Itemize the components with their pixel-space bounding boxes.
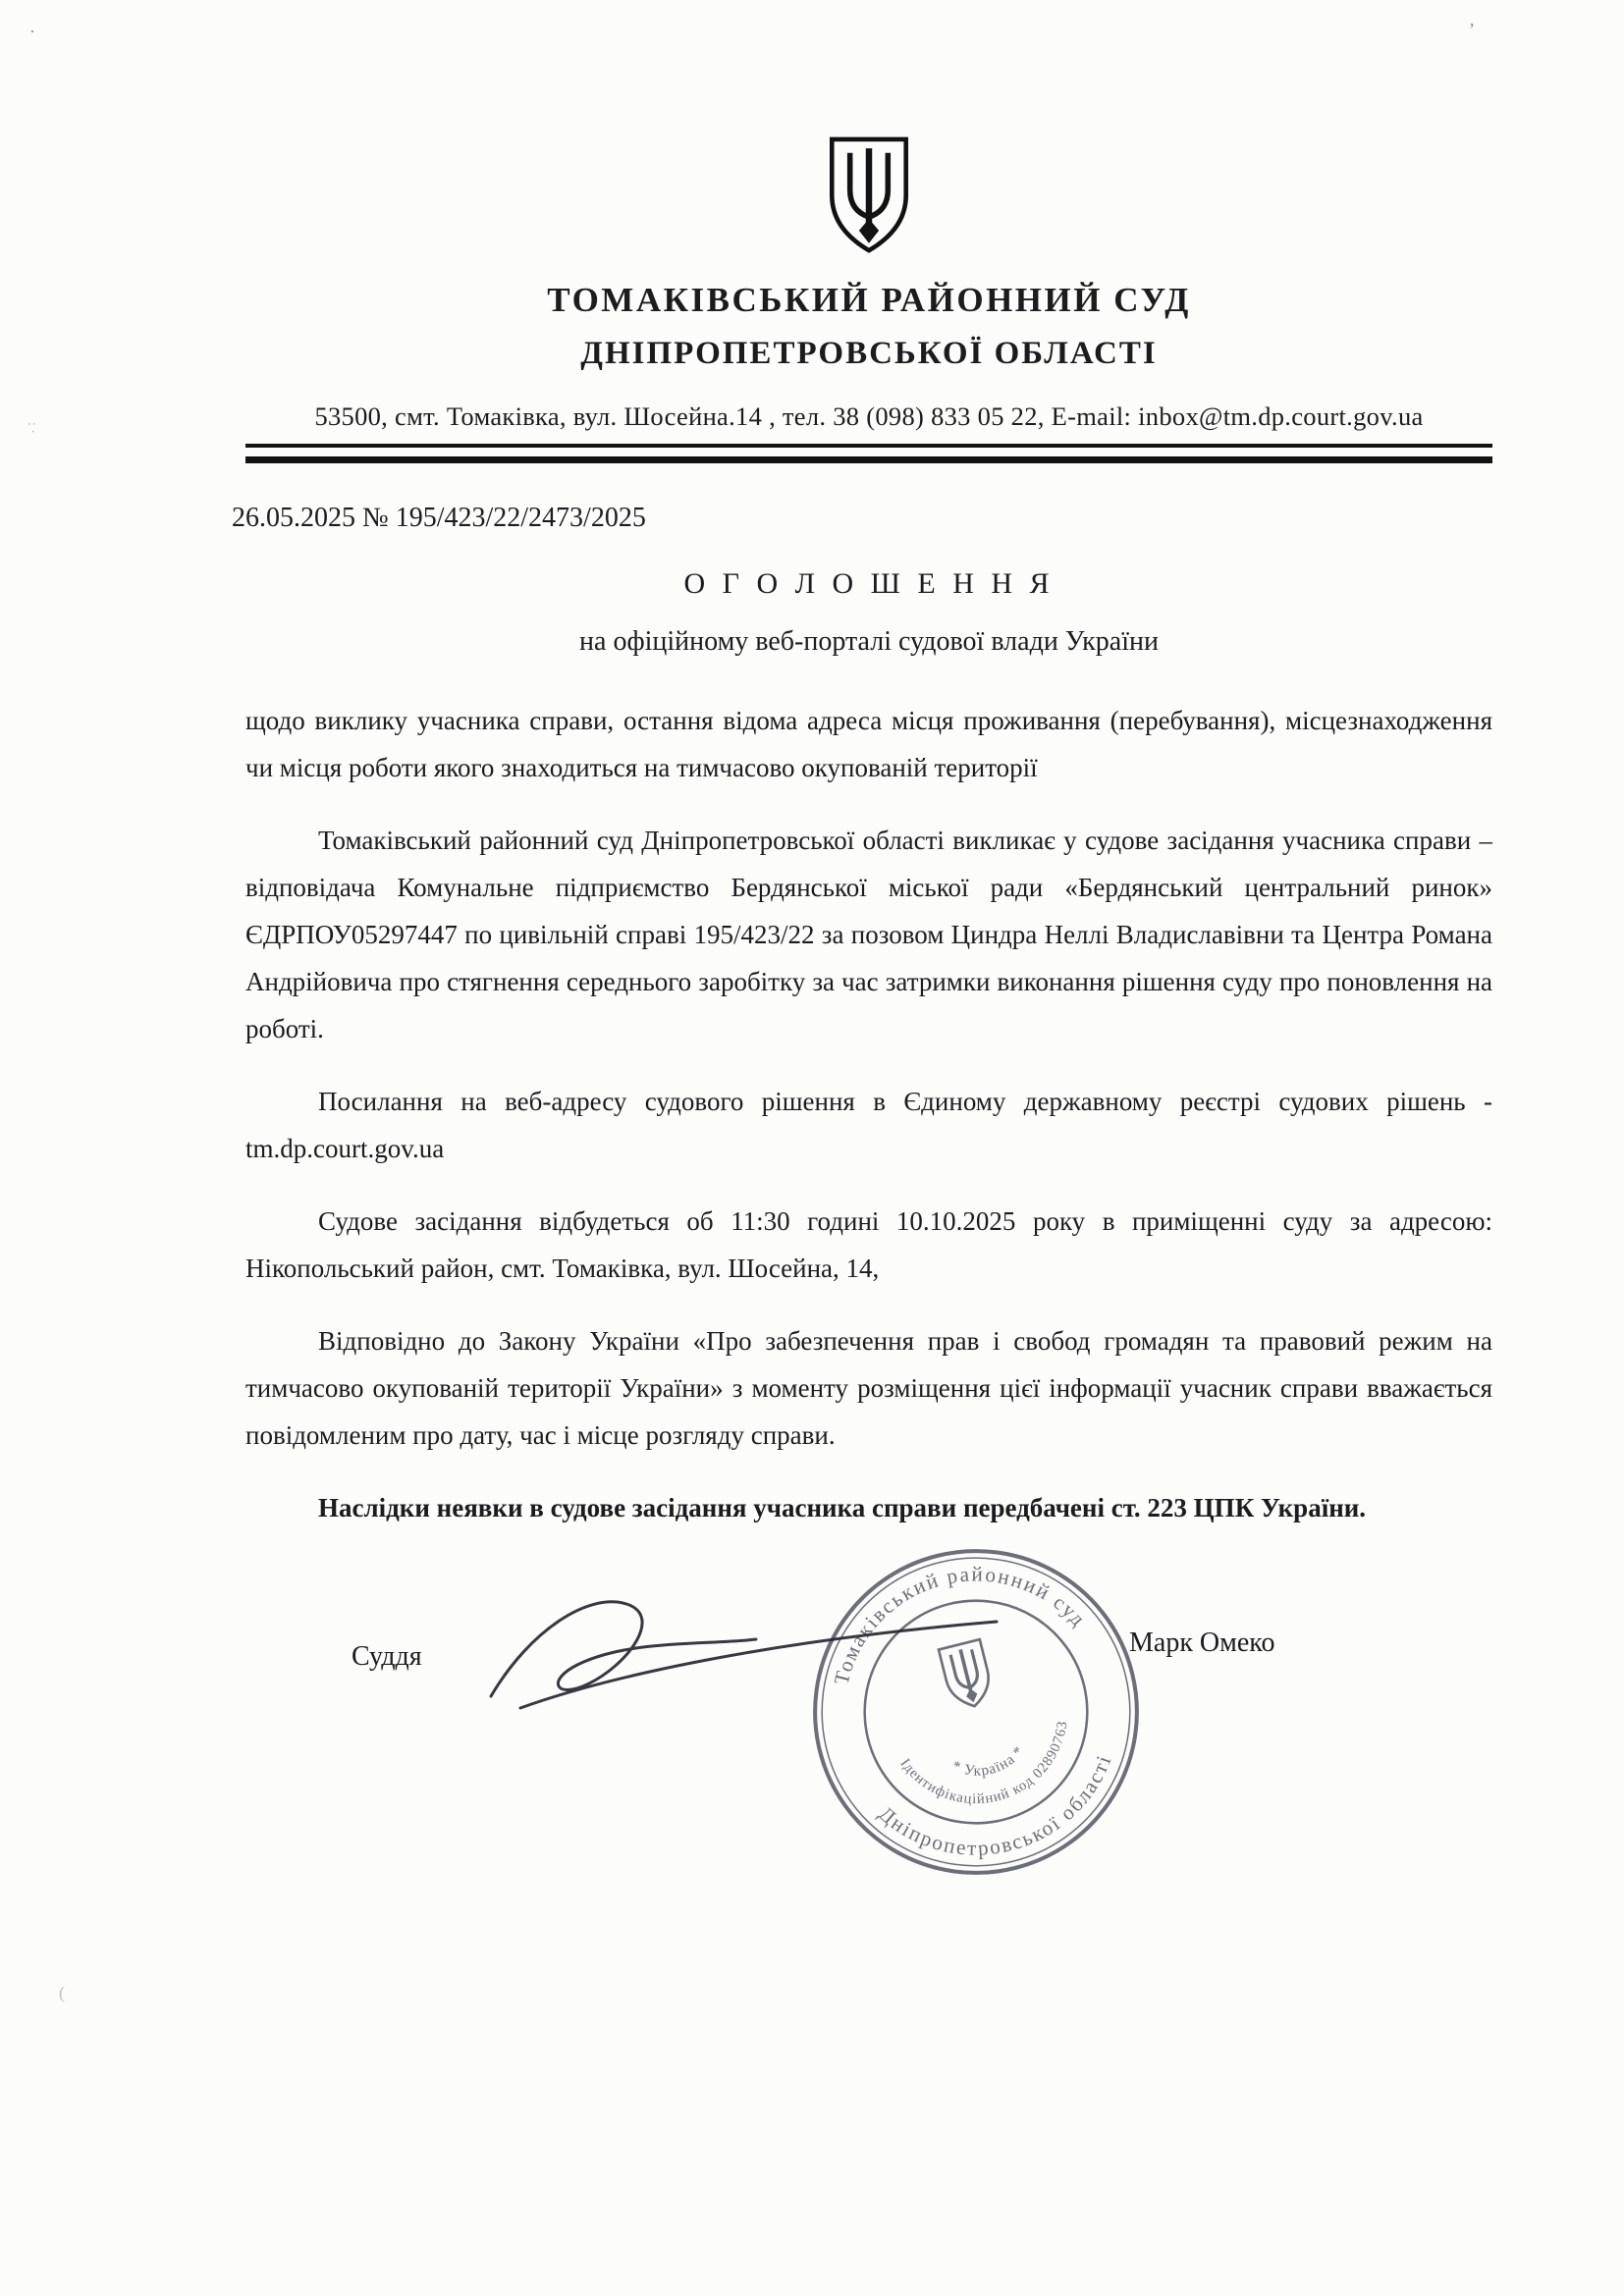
document-title: О Г О Л О Ш Е Н Н Я xyxy=(683,567,1055,600)
document-content xyxy=(232,0,1492,2218)
judge-role-label: Суддя xyxy=(352,1641,422,1672)
court-contact-line: 53500, смт. Томаківка, вул. Шосейна.14 , тел. 38 (098) 833 05 22, E-mail: inbox@tm.dp.court.gov.ua xyxy=(314,401,1424,431)
stamp-inner-code-text: Ідентифікаційний код 02890763 xyxy=(896,1719,1071,1808)
judge-signature xyxy=(461,1571,1011,1747)
header-emblem-wrap xyxy=(245,135,1492,259)
scan-artifact: ( xyxy=(59,1983,65,2002)
court-name: ТОМАКІВСЬКИЙ РАЙОННИЙ СУД xyxy=(547,281,1191,319)
stamp-country-text: * Україна * xyxy=(949,1742,1028,1780)
header-divider-thin xyxy=(245,444,1492,448)
court-region: ДНІПРОПЕТРОВСЬКОЇ ОБЛАСТІ xyxy=(580,336,1158,371)
stamp-ring-bottom-text: Дніпропетровської області xyxy=(874,1750,1116,1860)
scan-artifact: : · xyxy=(25,422,39,435)
scan-artifact: ’ xyxy=(1469,20,1475,39)
ukraine-trident-emblem-icon xyxy=(824,135,914,255)
trident-base xyxy=(859,219,879,243)
paragraph-summons: Томаківський районний суд Дніпропетровської області викликає у судове засідання учасника справи – відповідача Комунальне підприємство Бердянської міської ради «Бердянський центральний ринок» ЄДРПОУ05297447 по цивільній справі 195/423/22 за позовом Циндра Неллі Владиславівни та Центра Романа Андрійовича про стягнення середнього заробітку за час затримки виконання рішення суду про поновлення на роботі. xyxy=(245,826,1492,1043)
reference-line: 26.05.2025 № 195/423/22/2473/2025 xyxy=(232,503,646,533)
paragraph-registry-link: Посилання на веб-адресу судового рішення в Єдиному державному реєстрі судових рішень - tm.dp.court.gov.ua xyxy=(245,1087,1492,1163)
judge-name: Марк Омеко xyxy=(1129,1628,1275,1658)
paragraph-hearing-date: Судове засідання відбудеться об 11:30 годині 10.10.2025 року в приміщенні суду за адресою: Нікопольський район, смт. Томаківка, вул. Шосейна, 14, xyxy=(245,1206,1492,1283)
paragraph-subject: щодо виклику учасника справи, остання відома адреса місця проживання (перебування), місцезнаходження чи місця роботи якого знаходиться на тимчасово окупованій території xyxy=(245,706,1492,782)
stamp-ring-top-text: Томаківський районний суд xyxy=(829,1562,1092,1687)
paragraph-law-reference: Відповідно до Закону України «Про забезпечення прав і свобод громадян та правовий режим на тимчасово окупованій території України» з моменту розміщення цієї інформації учасник справи вважається повідомленим про дату, час і місце розгляду справи. xyxy=(245,1326,1492,1450)
scan-artifact: · xyxy=(29,22,35,41)
paragraph-consequences: Наслідки неявки в судове засідання учасника справи передбачені ст. 223 ЦПК України. xyxy=(318,1493,1367,1522)
signature-section xyxy=(245,1531,1492,2218)
document-subtitle: на офіційному веб-порталі судової влади України xyxy=(579,626,1159,657)
header-divider-thick xyxy=(245,456,1492,463)
